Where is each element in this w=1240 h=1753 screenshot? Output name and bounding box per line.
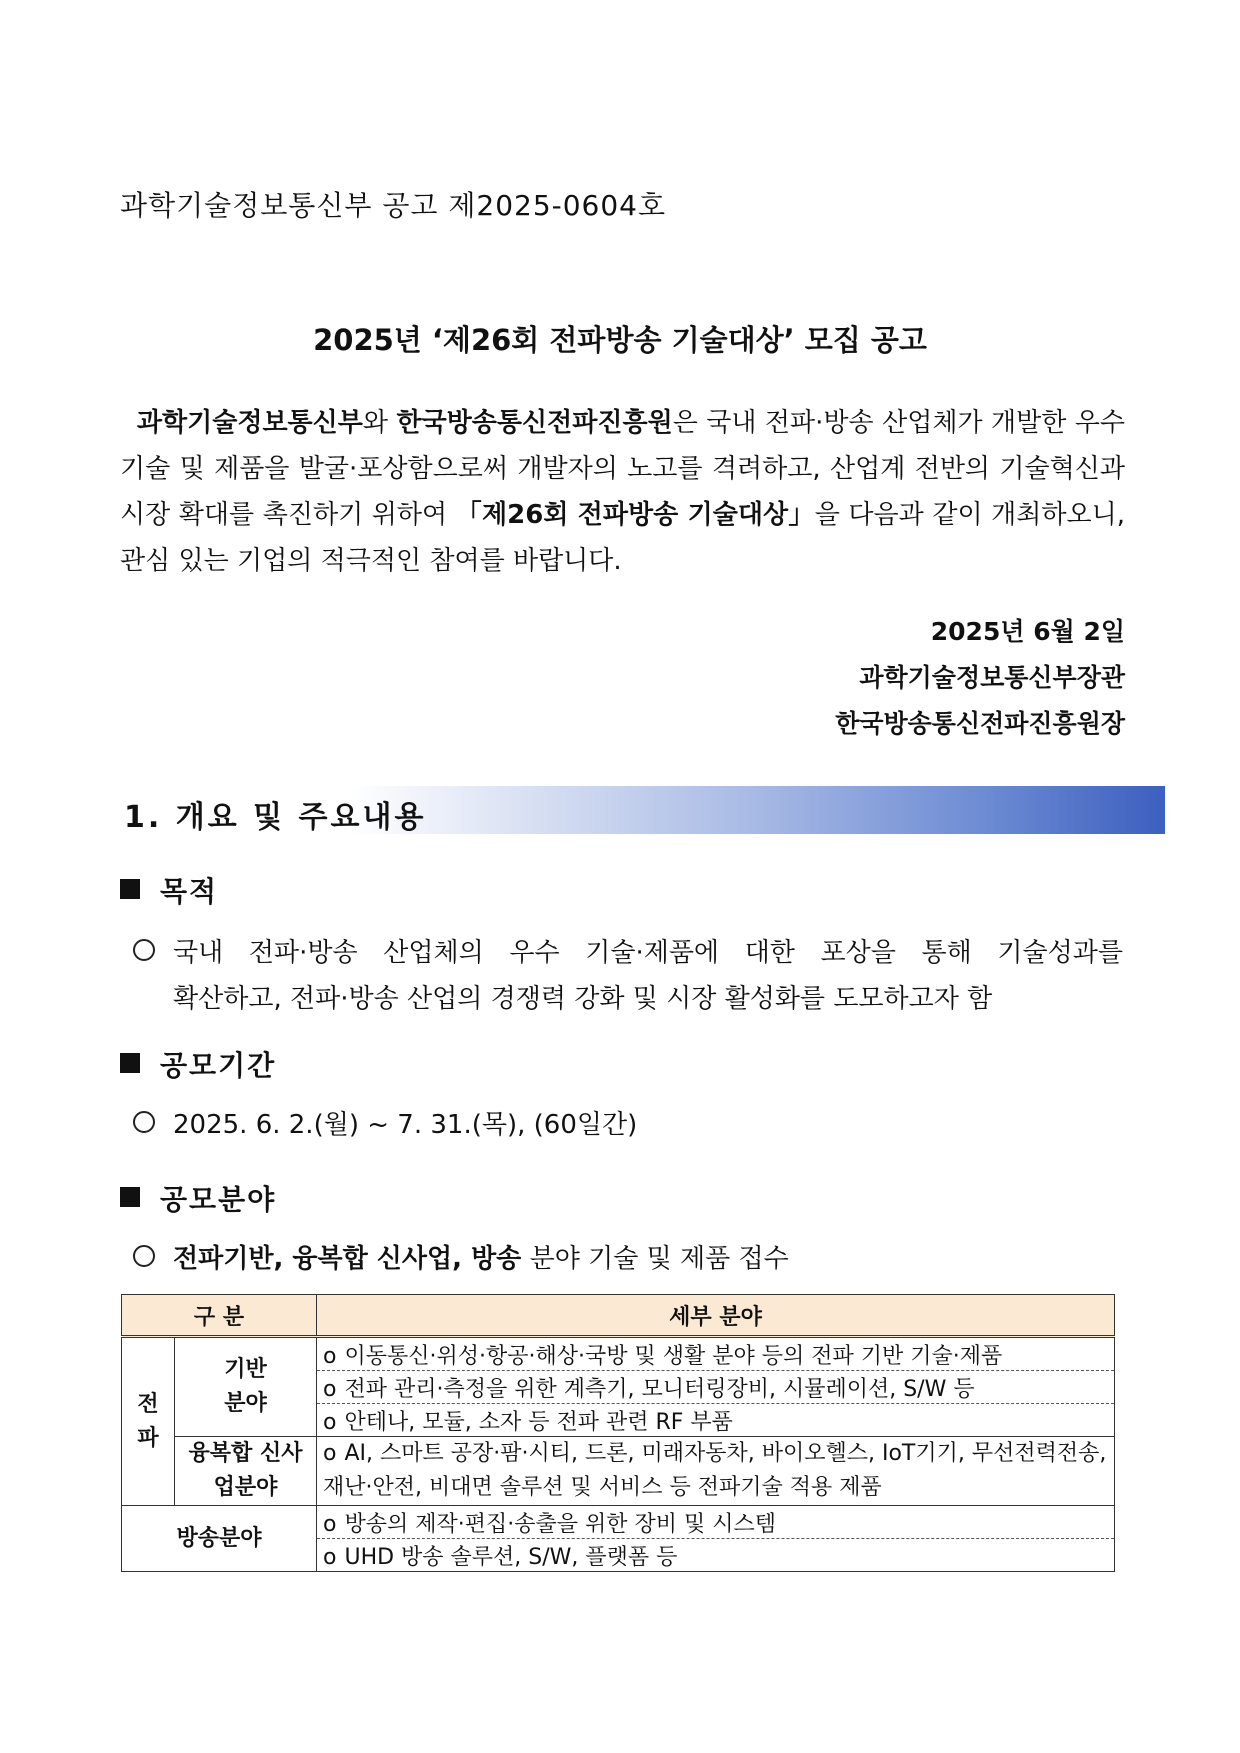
document-title: 2025년 ‘제26회 전파방송 기술대상’ 모집 공고: [313, 323, 927, 357]
notice-number: 과학기술정보통신부 공고 제2025-0604호: [120, 189, 667, 222]
fields-lead-rest: 분야 기술 및 제품 접수: [521, 1244, 789, 1274]
intro-org1: 과학기술정보통신부: [136, 408, 363, 438]
cat-broadcast-cell: [122, 1506, 317, 1572]
cat-fusion-label: 융복합 신사업분야: [188, 1441, 303, 1500]
table-bullet: o: [323, 1409, 337, 1435]
intro-award-name: 「제26회 전파방송 기술대상」: [455, 500, 815, 530]
broadcast-item-2-text: UHD 방송 솔루션, S/W, 플랫폼 등: [344, 1544, 678, 1570]
intro-paragraph: [120, 400, 1125, 584]
square-bullet-icon: [120, 879, 140, 899]
intro-text-2: 은 국내 전파·방송 산업체가 개발한 우수 기술 및 제품을 발굴·포상함으로써 개발자의 노고를 격려하고, 산업계 전반의 기술혁신과 시장 확대를 촉진하기 위하여: [120, 408, 1125, 530]
cat-base-cell: [175, 1337, 317, 1437]
signer-agency: 한국방송통신전파진흥원장: [835, 709, 1125, 738]
announcement-date: 2025년 6월 2일: [930, 617, 1125, 646]
table-bullet: o: [323, 1376, 337, 1402]
header-detail: 세부 분야: [317, 1295, 1115, 1337]
group-radio-cell: [122, 1337, 175, 1506]
base-item-3: [317, 1404, 1115, 1437]
header-category: 구 분: [122, 1295, 317, 1337]
period-heading: [120, 1044, 276, 1084]
fusion-item-text: AI, 스마트 공장·팜·시티, 드론, 미래자동차, 바이오헬스, IoT기기, 무선전력전송, 재난·안전, 비대면 솔루션 및 서비스 등 전파기술 적용 제품: [323, 1441, 1107, 1500]
broadcast-item-1-text: 방송의 제작·편집·송출을 위한 장비 및 시스템: [344, 1511, 776, 1537]
purpose-line-1: 국내 전파·방송 산업체의 우수 기술·제품에 대한 포상을 통해 기술성과를: [173, 938, 1123, 968]
cat-fusion-cell: [175, 1437, 317, 1506]
table-row: [122, 1506, 1115, 1539]
purpose-line-2: 확산하고, 전파·방송 산업의 경쟁력 강화 및 시장 활성화를 도모하고자 함: [173, 984, 993, 1014]
purpose-heading-text: 목적: [160, 875, 219, 908]
broadcast-item-1: [317, 1506, 1115, 1539]
table-bullet: o: [323, 1343, 337, 1369]
table-bullet: o: [323, 1511, 337, 1537]
period-item: [133, 1102, 637, 1148]
cat-base-label: 기반 분야: [224, 1357, 267, 1416]
square-bullet-icon: [120, 1053, 140, 1073]
group-radio-label: 전파: [137, 1391, 159, 1451]
fusion-item: [317, 1437, 1115, 1506]
cat-broadcast-label: 방송분야: [176, 1525, 262, 1551]
circle-bullet-icon: [133, 939, 155, 961]
fields-heading-text: 공모분야: [160, 1183, 277, 1216]
square-bullet-icon: [120, 1187, 140, 1207]
period-text: 2025. 6. 2.(월) ~ 7. 31.(목), (60일간): [173, 1110, 638, 1140]
table-row: [122, 1337, 1115, 1371]
circle-bullet-icon: [133, 1111, 155, 1133]
table-bullet: o: [323, 1441, 337, 1466]
section-title: 1. 개요 및 주요내용: [124, 800, 427, 835]
purpose-heading: [120, 870, 218, 910]
fields-lead-bold: 전파기반, 융복합 신사업, 방송: [173, 1244, 522, 1274]
intro-text-1: 와: [362, 408, 397, 438]
signer-minister: 과학기술정보통신부장관: [859, 663, 1125, 692]
intro-text-3: 을 다음과 같이 개최하오니, 관심 있는 기업의 적극적인 참여를 바랍니다.: [120, 500, 1125, 576]
table-header-row: [122, 1295, 1115, 1337]
period-heading-text: 공모기간: [160, 1049, 277, 1082]
fields-table: [121, 1294, 1115, 1572]
fields-lead: [133, 1236, 789, 1282]
section-header-bar: [120, 786, 1165, 834]
base-item-2-text: 전파 관리·측정을 위한 계측기, 모니터링장비, 시뮬레이션, S/W 등: [344, 1376, 975, 1402]
base-item-1: [317, 1337, 1115, 1371]
table-bullet: o: [323, 1544, 337, 1570]
base-item-1-text: 이동통신·위성·항공·해상·국방 및 생활 분야 등의 전파 기반 기술·제품: [344, 1343, 1003, 1369]
base-item-2: [317, 1371, 1115, 1404]
base-item-3-text: 안테나, 모듈, 소자 등 전파 관련 RF 부품: [344, 1409, 733, 1435]
circle-bullet-icon: [133, 1245, 155, 1267]
intro-org2: 한국방송통신전파진흥원: [396, 408, 673, 438]
fields-heading: [120, 1178, 276, 1218]
purpose-item: [133, 930, 1123, 1022]
broadcast-item-2: [317, 1539, 1115, 1572]
